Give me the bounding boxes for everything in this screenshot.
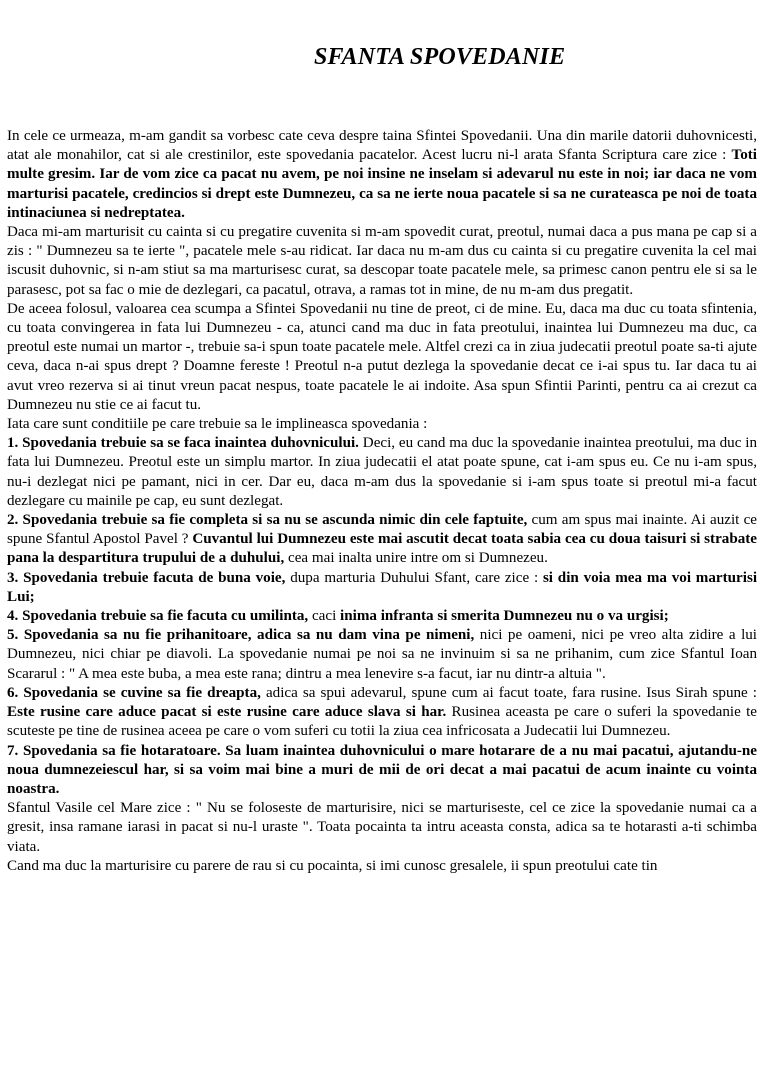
paragraph [7, 626, 757, 684]
paragraph [7, 607, 757, 626]
paragraph [7, 511, 757, 569]
paragraph [7, 569, 757, 607]
document-title: SFANTA SPOVEDANIE [314, 44, 566, 70]
paragraph [7, 799, 757, 857]
paragraph [7, 415, 757, 434]
text-run: Iata care sunt conditiile pe care trebuie sa le implineasca spovedania : [7, 416, 428, 433]
paragraph [7, 223, 757, 300]
bold-text: si din voia mea ma voi marturisi Lui; [7, 569, 758, 605]
bold-text: 2. Spovedania trebuie sa fie completa si sa nu se ascunda nimic din cele faptuite, [7, 512, 528, 529]
paragraph [7, 857, 757, 876]
text-run: dupa marturia Duhului Sfant, care zice : [285, 569, 543, 586]
bold-text: inima infranta si smerita Dumnezeu nu o va urgisi; [340, 608, 669, 625]
bold-text: 1. Spovedania trebuie sa se faca inaintea duhovnicului. [7, 435, 359, 452]
bold-text: 3. Spovedania trebuie facuta de buna voie, [7, 569, 286, 586]
bold-text: Toti multe gresim. Iar de vom zice ca pacat nu avem, pe noi insine ne inselam si adevarul nu este in noi; iar daca ne vom marturisi pacatele, credincios si drept este Dumnezeu, ca sa ne ierte noua pacatele si sa ne curateasca pe noi de toata intinaciunea si nedreptatea. [7, 147, 757, 221]
bold-text: 6. Spovedania se cuvine sa fie dreapta, [7, 684, 261, 701]
document-body [7, 127, 757, 876]
paragraph [7, 684, 757, 742]
text-run: Rusinea aceasta pe care o suferi la spovedanie te scuteste pe tine de rusinea aceea pe care o vom suferi cu totii la ziua cea infricosata a Judecatii lui Dumnezeu. [7, 704, 757, 740]
bold-text: Este rusine care aduce pacat si este rusine care aduce slava si har. [7, 704, 447, 721]
text-run: cea mai inalta unire intre om si Dumnezeu. [284, 550, 548, 567]
text-run: In cele ce urmeaza, m-am gandit sa vorbesc cate ceva despre taina Sfintei Spovedanii. Una din marile datorii duhovnicesti, atat ale monahilor, cat si ale crestinilor, este spovedania pacatelor. Acest lucru ni-l arata Sfanta Scriptura care zice : [7, 128, 757, 164]
paragraph [7, 127, 757, 223]
text-run: adica sa spui adevarul, spune cum ai facut toate, fara rusine. Isus Sirah spune : [260, 684, 757, 701]
text-run: Deci, eu cand ma duc la spovedanie inaintea preotului, ma duc in fata lui Dumnezeu. Preotul este un simplu martor. In ziua judecatii el atat poate spune, cat i-am spus eu. Ce nu i-am spus, nu-i dezlegat nici pe pamant, nici in cer. Dar eu, daca m-am dus la spovedanie si i-am spus toate si preotul mi-a facut dezlegare cu mainile pe cap, eu sunt dezlegat. [7, 435, 757, 509]
text-run: caci [308, 608, 341, 625]
text-run: Cand ma duc la marturisire cu parere de rau si cu pocainta, si imi cunosc gresalele, ii spun preotului cate tin [7, 857, 658, 874]
text-run: cum am spus mai inainte. Ai auzit ce spune Sfantul Apostol Pavel ? [7, 512, 757, 548]
paragraph [7, 434, 757, 511]
bold-text: 4. Spovedania trebuie sa fie facuta cu umilinta, [7, 608, 309, 625]
bold-text: 7. Spovedania sa fie hotaratoare. Sa luam inaintea duhovnicului o mare hotarare de a nu mai pacatui, ajutandu-ne noua dumnezeiescul har, si sa voim mai bine a muri de mii de ori decat a mai pacatui de acum inainte cu vointa noastra. [7, 742, 757, 797]
text-run: Daca mi-am marturisit cu cainta si cu pregatire cuvenita si m-am spovedit curat, preotul, numai daca a pus mana pe cap si a zis : " Dumnezeu sa te ierte ", pacatele mele s-au ridicat. Iar daca nu m-am dus cu cainta si cu pregatire cuvenita la cel mai iscusit duhovnic, si n-am stiut sa ma marturisesc curat, sa descopar toate pacatele mele, sa primesc canon pentru ele si sa le parasesc, pot sa fac o mie de dezlegari, ca pacatul, otrava, a ramas tot in mine, de nu m-am dus pregatit. [7, 224, 757, 298]
bold-text: Cuvantul lui Dumnezeu este mai ascutit decat toata sabia cea cu doua taisuri si strabate pana la despartitura trupului de a duhului, [7, 531, 757, 567]
text-run: Sfantul Vasile cel Mare zice : " Nu se foloseste de marturisire, nici se marturiseste, cel ce zice la spovedanie numai ca a gresit, insa ramane iarasi in pacat si nu-l uraste ". Toata pocainta ta intru aceasta consta, adica sa te hotarasti a-ti schimba viata. [7, 800, 757, 855]
paragraph [7, 742, 757, 800]
text-run: De aceea folosul, valoarea cea scumpa a Sfintei Spovedanii nu tine de preot, ci de mine. Eu, daca ma duc cu toata sfintenia, cu toata convingerea in fata lui Dumnezeu - ca, atunci cand ma duc in fata preotului, inaintea lui Dumnezeu ma duc, ca preotul este numai un martor -, trebuie sa-i spun toate pacatele mele. Altfel crezi ca in ziua judecatii preotul poate sa-ti ajute ceva, daca n-ai spus drept ? Doamne fereste ! Preotul n-a putut dezlega la spovedanie decat ce i-ai spus tu. Iar daca tu ai avut vreo rezerva si ai tinut vreun pacat nespus, toate pacatele le ai indoite. Asa spun Sfintii Parinti, pentru ca ai crezut ca Dumnezeu nu stie ce ai facut tu. [7, 300, 757, 413]
paragraph [7, 300, 757, 415]
text-run: nici pe oameni, nici pe vreo alta zidire a lui Dumnezeu, nici chiar pe diavoli. La spovedanie numai pe noi sa ne invinuim si sa ne prihanim, cum zice Sfantul Ioan Scararul : " A mea este buba, a mea este rana; dintru a mea lenevire s-a facut, iar nu dintr-a altuia ". [7, 627, 757, 682]
bold-text: 5. Spovedania sa nu fie prihanitoare, adica sa nu dam vina pe nimeni, [7, 627, 475, 644]
